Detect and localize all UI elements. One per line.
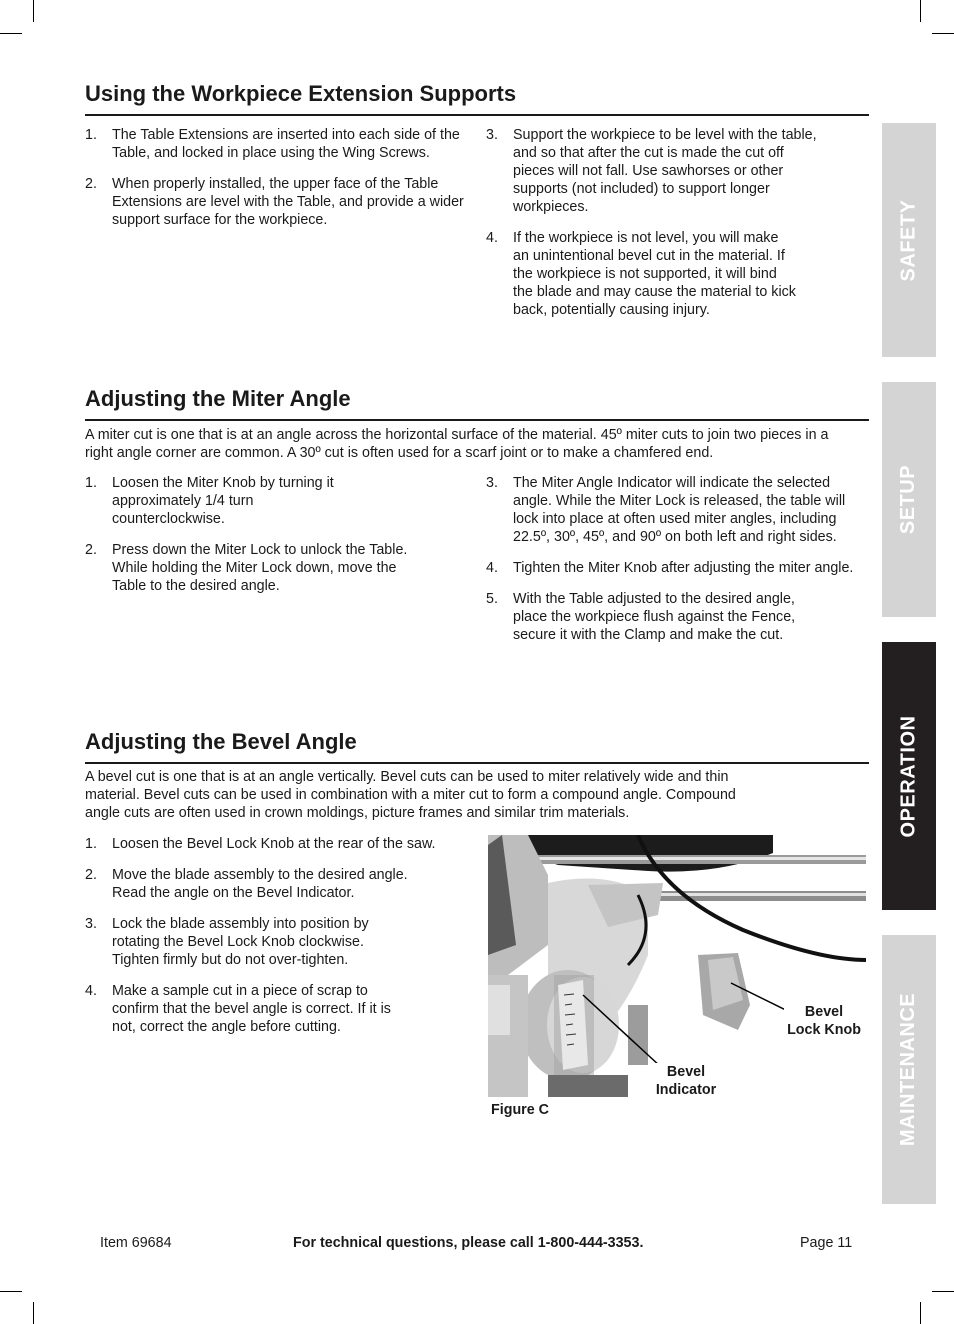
footer-page-number: Page 11 (800, 1235, 853, 1251)
extension-steps-right (486, 126, 826, 332)
list-item (85, 126, 475, 162)
step-text: Loosen the Bevel Lock Knob at the rear of the saw. (112, 836, 436, 852)
list-item (486, 590, 870, 644)
crop-mark (33, 0, 34, 22)
crop-mark (33, 1302, 34, 1324)
tab-label: OPERATION (897, 715, 920, 837)
miter-saw-illustration (488, 835, 866, 1097)
step-number: 3. (85, 916, 97, 932)
list-item (85, 175, 475, 229)
crop-mark (932, 33, 954, 34)
step-number: 2. (85, 176, 97, 192)
step-text: The Table Extensions are inserted into each side of the Table, and locked in place using the Wing Screws. (112, 127, 460, 161)
footer-support-phone: For technical questions, please call 1-800-444-3353. (293, 1235, 644, 1251)
step-number: 2. (85, 867, 97, 883)
step-number: 4. (486, 230, 498, 246)
bevel-intro: A bevel cut is one that is at an angle vertically. Bevel cuts can be used to miter relatively wide and thin material. Bevel cuts can be used in combination with a miter cut to form a compound angle. Compound angle cuts are often used in crown moldings, picture frames and similar trim materials. (85, 769, 736, 821)
step-text: The Miter Angle Indicator will indicate the selected angle. While the Miter Lock is released, the table will lock into place at often used miter angles, including 22.5º, 30º, 45º, and 90º on both left and right sides. (513, 475, 846, 545)
figure-label-bevel-indicator (650, 1063, 722, 1099)
list-item (85, 541, 430, 595)
tab-setup[interactable] (882, 382, 936, 617)
figure-c-photo (488, 835, 866, 1097)
list-item (486, 126, 826, 216)
list-item (486, 559, 870, 577)
miter-steps-left (85, 474, 430, 608)
crop-mark (920, 0, 921, 22)
list-item (85, 982, 465, 1036)
step-number: 3. (486, 127, 498, 143)
step-number: 3. (486, 475, 498, 491)
step-text: Press down the Miter Lock to unlock the Table. While holding the Miter Lock down, move the Table to the desired angle. (112, 542, 408, 594)
step-text: Move the blade assembly to the desired angle. Read the angle on the Bevel Indicator. (112, 867, 408, 901)
step-number: 1. (85, 836, 97, 852)
step-text: Support the workpiece to be level with the table, and so that after the cut is made the cut off pieces will not fall. Use sawhorses or other supports (not included) to support longer workpieces. (513, 127, 817, 215)
miter-intro: A miter cut is one that is at an angle across the horizontal surface of the material. 45º miter cuts to join two pieces in a right angle corner are common. A 30º cut is often used for a scarf joint or to make a chamfered end. (85, 427, 829, 461)
tab-label: SETUP (897, 464, 920, 535)
miter-steps-right (486, 474, 870, 657)
tab-maintenance[interactable] (882, 935, 936, 1204)
step-text: When properly installed, the upper face of the Table Extensions are level with the Table, and provide a wider support surface for the workpiece. (112, 176, 464, 228)
crop-mark (920, 1302, 921, 1324)
crop-mark (0, 1291, 22, 1292)
step-number: 1. (85, 475, 97, 491)
label-line: Bevel (666, 1064, 706, 1080)
tab-label: MAINTENANCE (897, 992, 920, 1147)
list-item (85, 474, 430, 528)
list-item (486, 474, 870, 546)
section-title-extension-supports: Using the Workpiece Extension Supports (85, 81, 869, 116)
crop-mark (0, 33, 22, 34)
step-text: Lock the blade assembly into position by rotating the Bevel Lock Knob clockwise. Tighten firmly but do not over-tighten. (112, 916, 369, 968)
section-title-miter-angle: Adjusting the Miter Angle (85, 386, 869, 421)
label-line: Bevel (804, 1004, 844, 1020)
step-text: If the workpiece is not level, you will make an unintentional bevel cut in the material. If the workpiece is not supported, it will bind the blade and may cause the material to kick back, potentially causing injury. (513, 230, 796, 318)
bevel-steps (85, 835, 465, 1049)
figure-label-bevel-lock-knob (784, 1003, 864, 1039)
step-number: 1. (85, 127, 97, 143)
list-item (486, 229, 826, 319)
list-item (85, 866, 465, 902)
tab-safety[interactable] (882, 123, 936, 357)
step-text: Make a sample cut in a piece of scrap to confirm that the bevel angle is correct. If it is not, correct the angle before cutting. (112, 983, 391, 1035)
step-number: 2. (85, 542, 97, 558)
step-number: 4. (486, 560, 498, 576)
footer-item-number: Item 69684 (100, 1235, 172, 1251)
tab-label: SAFETY (897, 199, 920, 281)
step-text: Tighten the Miter Knob after adjusting the miter angle. (513, 560, 854, 576)
step-number: 5. (486, 591, 498, 607)
figure-caption: Figure C (491, 1102, 549, 1118)
section-title-bevel-angle: Adjusting the Bevel Angle (85, 729, 869, 764)
step-text: With the Table adjusted to the desired angle, place the workpiece flush against the Fence, secure it with the Clamp and make the cut. (513, 591, 796, 643)
list-item (85, 915, 465, 969)
label-line: Indicator (655, 1082, 717, 1098)
extension-steps-left (85, 126, 475, 242)
step-text: Loosen the Miter Knob by turning it approximately 1/4 turn counterclockwise. (112, 475, 334, 527)
list-item (85, 835, 465, 853)
tab-operation[interactable] (882, 642, 936, 910)
crop-mark (932, 1291, 954, 1292)
label-line: Lock Knob (787, 1022, 861, 1038)
step-number: 4. (85, 983, 97, 999)
